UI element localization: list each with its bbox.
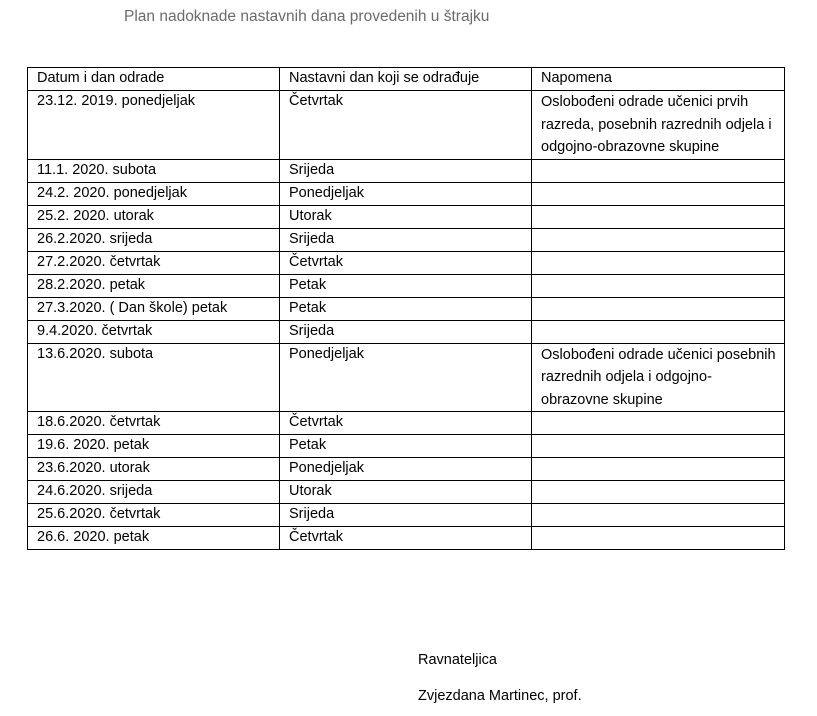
- cell-school-day: Četvrtak: [280, 251, 532, 274]
- cell-note: [532, 182, 785, 205]
- cell-note: Oslobođeni odrade učenici prvih razreda, posebnih razrednih odjela i odgojno-obrazovne skupine: [532, 91, 785, 160]
- cell-note: [532, 251, 785, 274]
- cell-date: 23.6.2020. utorak: [28, 458, 280, 481]
- cell-date: 23.12. 2019. ponedjeljak: [28, 91, 280, 160]
- table-row: [28, 412, 785, 435]
- table-row: [28, 504, 785, 527]
- cell-note: [532, 320, 785, 343]
- cell-note: [532, 412, 785, 435]
- cell-date: 11.1. 2020. subota: [28, 159, 280, 182]
- cell-note: [532, 228, 785, 251]
- signature-role: Ravnateljica: [418, 652, 497, 668]
- cell-note: Oslobođeni odrade učenici posebnih razrednih odjela i odgojno-obrazovne skupine: [532, 343, 785, 412]
- table-row: [28, 159, 785, 182]
- cell-date: 28.2.2020. petak: [28, 274, 280, 297]
- cell-school-day: Srijeda: [280, 159, 532, 182]
- table-row: [28, 458, 785, 481]
- table-row: [28, 274, 785, 297]
- cell-date: 25.2. 2020. utorak: [28, 205, 280, 228]
- cell-school-day: Četvrtak: [280, 527, 532, 550]
- cell-note: [532, 297, 785, 320]
- table-row: [28, 343, 785, 412]
- cell-school-day: Petak: [280, 297, 532, 320]
- cell-note: [532, 527, 785, 550]
- column-header-date: Datum i dan odrade: [28, 68, 280, 91]
- cell-school-day: Utorak: [280, 205, 532, 228]
- cell-date: 27.3.2020. ( Dan škole) petak: [28, 297, 280, 320]
- table-row: [28, 435, 785, 458]
- cell-note: [532, 504, 785, 527]
- document-title: Plan nadoknade nastavnih dana provedenih u štrajku: [124, 8, 490, 25]
- column-header-note: Napomena: [532, 68, 785, 91]
- cell-school-day: Ponedjeljak: [280, 458, 532, 481]
- table-row: [28, 91, 785, 160]
- cell-school-day: Ponedjeljak: [280, 182, 532, 205]
- cell-school-day: Petak: [280, 435, 532, 458]
- table-row: [28, 320, 785, 343]
- cell-note: [532, 274, 785, 297]
- cell-date: 24.2. 2020. ponedjeljak: [28, 182, 280, 205]
- cell-note: [532, 481, 785, 504]
- cell-date: 27.2.2020. četvrtak: [28, 251, 280, 274]
- cell-school-day: Srijeda: [280, 504, 532, 527]
- cell-date: 9.4.2020. četvrtak: [28, 320, 280, 343]
- cell-school-day: Srijeda: [280, 228, 532, 251]
- column-header-school-day: Nastavni dan koji se odrađuje: [280, 68, 532, 91]
- table-row: [28, 228, 785, 251]
- cell-note: [532, 205, 785, 228]
- cell-date: 19.6. 2020. petak: [28, 435, 280, 458]
- cell-note: [532, 159, 785, 182]
- cell-school-day: Ponedjeljak: [280, 343, 532, 412]
- cell-school-day: Četvrtak: [280, 91, 532, 160]
- table-header-row: [28, 68, 785, 91]
- make-up-days-table: [27, 67, 785, 550]
- table-row: [28, 527, 785, 550]
- cell-school-day: Srijeda: [280, 320, 532, 343]
- cell-date: 18.6.2020. četvrtak: [28, 412, 280, 435]
- cell-note: [532, 435, 785, 458]
- table-row: [28, 251, 785, 274]
- signature-name: Zvjezdana Martinec, prof.: [418, 688, 582, 704]
- cell-date: 24.6.2020. srijeda: [28, 481, 280, 504]
- cell-date: 25.6.2020. četvrtak: [28, 504, 280, 527]
- cell-date: 26.2.2020. srijeda: [28, 228, 280, 251]
- cell-school-day: Četvrtak: [280, 412, 532, 435]
- table-row: [28, 205, 785, 228]
- cell-school-day: Petak: [280, 274, 532, 297]
- cell-school-day: Utorak: [280, 481, 532, 504]
- table-row: [28, 481, 785, 504]
- cell-date: 13.6.2020. subota: [28, 343, 280, 412]
- cell-note: [532, 458, 785, 481]
- table-row: [28, 182, 785, 205]
- table-row: [28, 297, 785, 320]
- cell-date: 26.6. 2020. petak: [28, 527, 280, 550]
